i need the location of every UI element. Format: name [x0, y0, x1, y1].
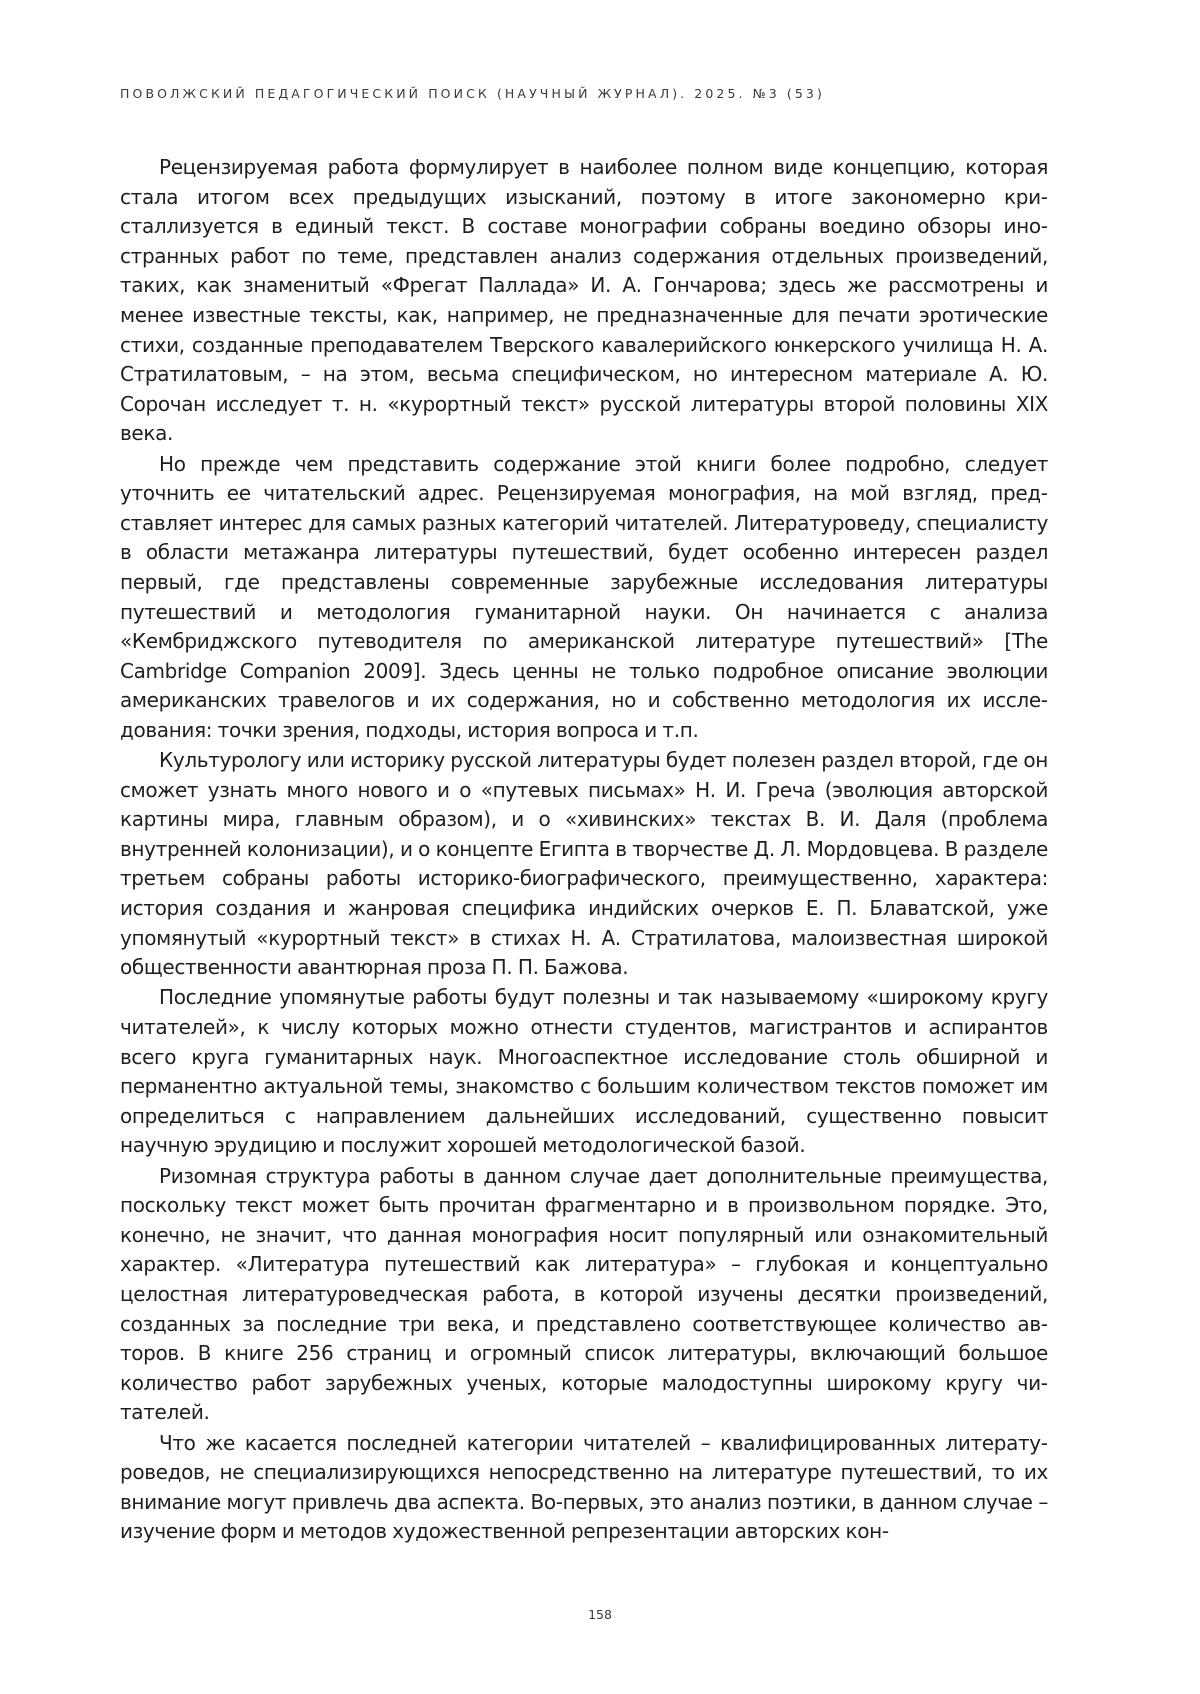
paragraph: Рецензируемая работа формулирует в наиболее полном виде концепцию, которая стала итогом всех предыдущих изысканий, поэтому в итоге закономерно кристаллизуется в единый текст. В составе монографии собраны воедино обзоры иностранных работ по теме, представлен анализ содержания отдельных произведений, таких, как знаменитый «Фрегат Паллада» И. А. Гончарова; здесь же рассмотрены и менее известные тексты, как, например, не предназначенные для печати эротические стихи, созданные преподавателем Тверского кавалерийского юнкерского училища Н. А. Стратилатовым, – на этом, весьма специфическом, но интересном материале А. Ю. Сорочан исследует т. н. «курортный текст» русской литературы второй половины XIX века.: [120, 155, 1048, 446]
running-header: ПОВОЛЖСКИЙ ПЕДАГОГИЧЕСКИЙ ПОИСК (НАУЧНЫЙ ЖУРНАЛ). 2025. №3 (53): [120, 86, 825, 101]
paragraph: Ризомная структура работы в данном случае дает дополнительные преимущества, поскольку текст может быть прочитан фрагментарно и в произвольном порядке. Это, конечно, не значит, что данная монография носит популярный или ознакомительный характер. «Литература путешествий как литература» – глубокая и концептуально целостная литературоведческая работа, в которой изучены десятки произведений, созданных за последние три века, и представлено соответствующее количество авторов. В книге 256 страниц и огромный список литературы, включающий большое количество работ зарубежных ученых, которые малодоступны широкому кругу читателей.: [120, 1163, 1048, 1425]
article-body: [120, 153, 1048, 1547]
page-number: 158: [588, 1607, 612, 1622]
paragraph: Что же касается последней категории читателей – квалифицированных литературоведов, не специализирующихся непосредственно на литературе путешествий, то их внимание могут привлечь два аспекта. Во-первых, это анализ поэтики, в данном случае – изучение форм и методов художественной репрезентации авторских кон-: [120, 1430, 1048, 1544]
paragraph: Но прежде чем представить содержание этой книги более подробно, следует уточнить ее читательский адрес. Рецензируемая монография, на мой взгляд, представляет интерес для самых разных категорий читателей. Литературоведу, специалисту в области метажанра литературы путешествий, будет особенно интересен раздел первый, где представлены современные зарубежные исследования литературы путешествий и методология гуманитарной науки. Он начинается с анализа «Кембриджского путеводителя по американской литературе путешествий» [The Cambridge Companion 2009]. Здесь ценны не только подробное описание эволюции американских травелогов и их содержания, но и собственно методология их исследования: точки зрения, подходы, история вопроса и т.п.: [120, 451, 1048, 742]
paragraph: Последние упомянутые работы будут полезны и так называемому «широкому кругу читателей», к числу которых можно отнести студентов, магистрантов и аспирантов всего круга гуманитарных наук. Многоаспектное исследование столь обширной и перманентно актуальной темы, знакомство с большим количеством текстов поможет им определиться с направлением дальнейших исследований, существенно повысит научную эрудицию и послужит хорошей методологической базой.: [120, 985, 1048, 1158]
paragraph: Культурологу или историку русской литературы будет полезен раздел второй, где он сможет узнать много нового и о «путевых письмах» Н. И. Греча (эволюция авторской картины мира, главным образом), и о «хивинских» текстах В. И. Даля (проблема внутренней колонизации), и о концепте Египта в творчестве Д. Л. Мордовцева. В разделе третьем собраны работы историко-биографического, преимущественно, характера: история создания и жанровая специфика индийских очерков Е. П. Блаватской, уже упомянутый «курортный текст» в стихах Н. А. Стратилатова, малоизвестная широкой общественности авантюрная проза П. П. Бажова.: [120, 748, 1048, 980]
